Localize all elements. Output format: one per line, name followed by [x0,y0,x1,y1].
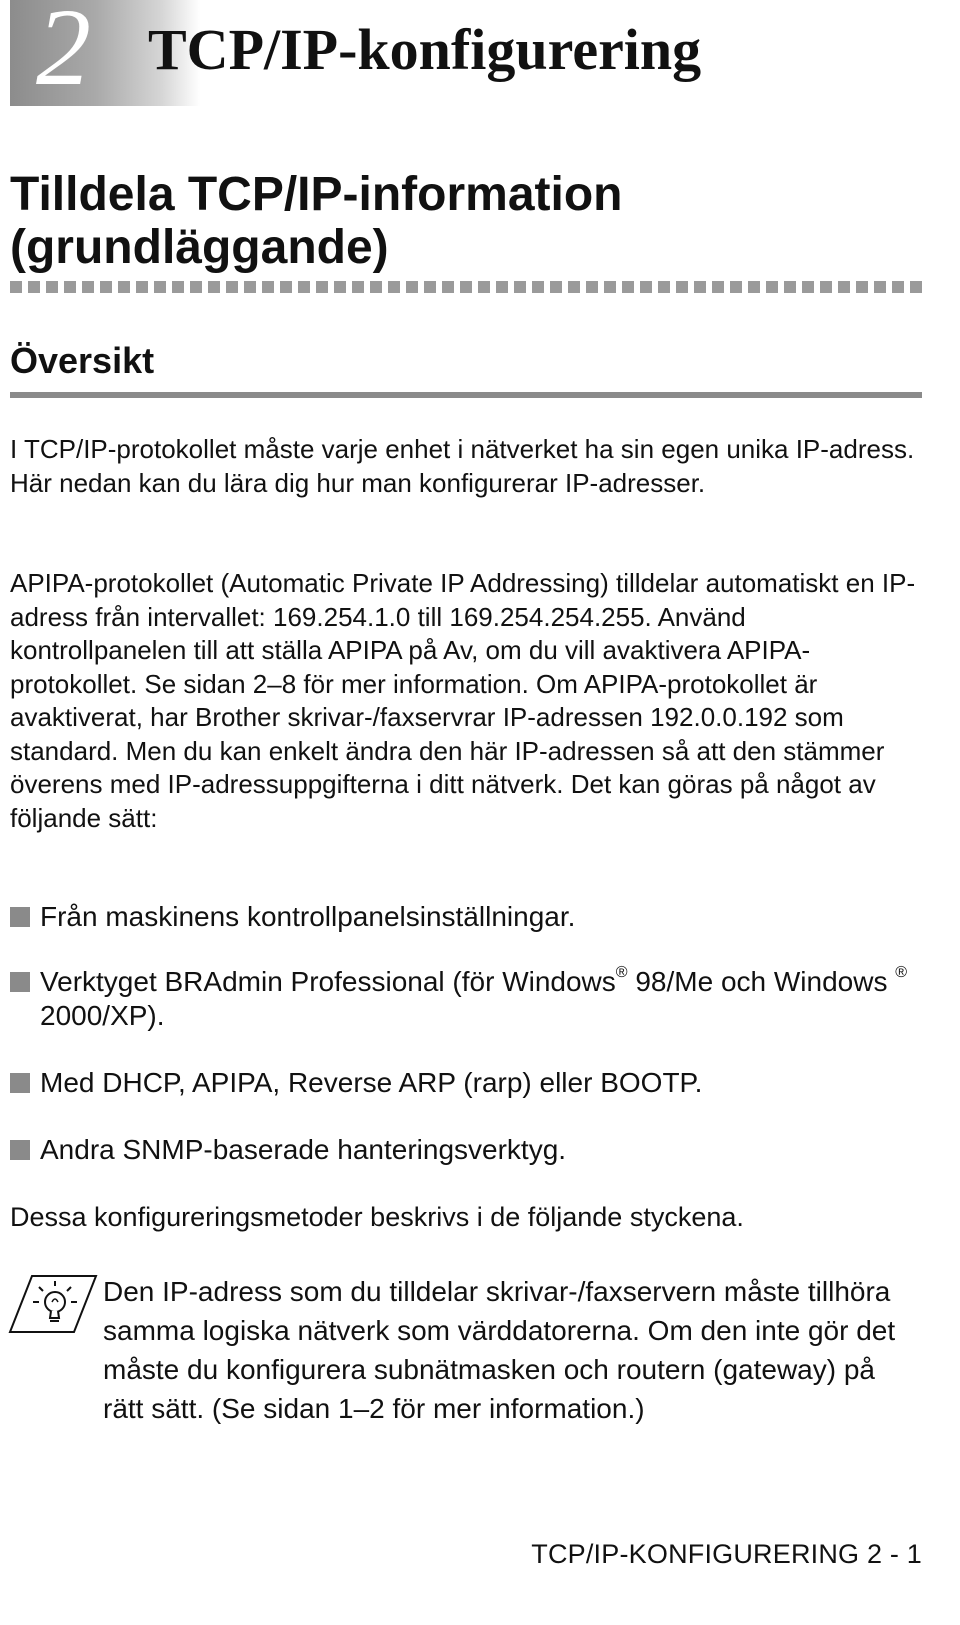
chapter-number: 2 [36,0,91,108]
list-item-text-part3: 2000/XP). [40,1000,165,1031]
bullet-square-icon [10,1073,30,1093]
list-item [10,1133,922,1167]
chapter-title: TCP/IP-konfigurering [148,17,702,82]
dotted-divider [10,281,922,293]
list-item-text: Andra SNMP-baserade hanteringsverktyg. [40,1134,567,1165]
section-title-line1: Tilldela TCP/IP-information [10,168,623,221]
list-item-text-part1: Verktyget BRAdmin Professional (för Windows [40,966,616,997]
list-item [10,965,922,1033]
list-item [10,1066,922,1100]
bullet-square-icon [10,1140,30,1160]
method-list [10,900,922,1167]
bullet-square-icon [10,972,30,992]
list-item-text-part2: 98/Me och Windows [627,966,896,997]
note-text: Den IP-adress som du tilldelar skrivar-/faxservern måste tillhöra samma logiska nätverk som värddatorerna. Om den inte gör det måste du konfigurera subnätmasken och routern (gateway) på rätt sätt. (Se sidan 1–2 för mer information.) [103,1276,896,1424]
lightbulb-note-icon [8,1272,98,1336]
apipa-paragraph: APIPA-protokollet (Automatic Private IP Addressing) tilldelar automatiskt en IP-adress från intervallet: 169.254.1.0 till 169.254.254.255. Använd kontrollpanelen till att ställa APIPA på Av, om du vill avaktivera APIPA-protokollet. Se sidan 2–8 för mer information. Om APIPA-protokollet är avaktiverat, har Brother skrivar-/faxservrar IP-adressen 192.0.0.192 som standard. Men du kan enkelt ändra den här IP-adressen så att den stämmer överens med IP-adressuppgifterna i ditt nätverk. Det kan göras på något av följande sätt: [10,568,916,833]
intro-paragraph: I TCP/IP-protokollet måste varje enhet i nätverket ha sin egen unika IP-adress. Här nedan kan du lära dig hur man konfigurerar IP-adresser. [10,434,915,498]
subsection-title: Översikt [10,340,155,381]
list-item-text: Från maskinens kontrollpanelsinställningar. [40,901,576,932]
section-title [10,168,623,274]
section-title-line2: (grundläggande) [10,221,389,274]
solid-divider [10,392,922,398]
registered-mark: ® [895,963,908,981]
list-item-text: Med DHCP, APIPA, Reverse ARP (rarp) eller BOOTP. [40,1067,703,1098]
bullet-square-icon [10,907,30,927]
registered-mark: ® [615,963,628,981]
page-footer: TCP/IP-KONFIGURERING 2 - 1 [531,1539,922,1569]
list-item [10,900,922,934]
closing-paragraph: Dessa konfigureringsmetoder beskrivs i de följande styckena. [10,1202,744,1232]
